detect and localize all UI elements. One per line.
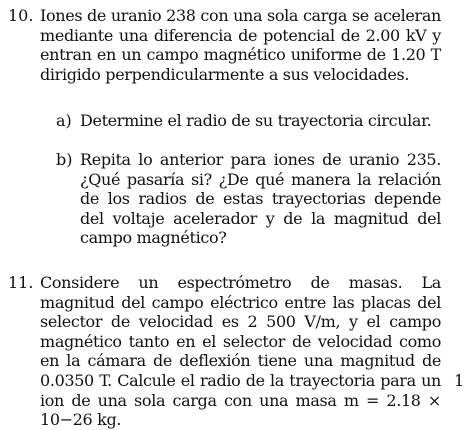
part-label: a): [56, 111, 72, 130]
part-text: Repita lo anterior para iones de uranio 235. ¿Qué pasaría si? ¿De qué manera la relación de los radios de estas trayectorias depende del voltaje acelerador y de la magnitud del campo magnético?: [80, 150, 441, 248]
problem-text: Iones de uranio 238 con una sola carga se aceleran mediante una diferencia de potencial de 2.00 kV y entran en un campo magnético uniforme de 1.20 T dirigido perpendicularmente a sus velocidades.: [40, 6, 441, 84]
problem-number: 10.: [8, 6, 34, 25]
problem-text: Considere un espectrómetro de masas. La magnitud del campo eléctrico entre las placas del selector de velocidad es 2 500 V/m, y el campo magnético tanto en el selector de velocidad como en la cámara de deflexión tiene una magnitud de 0.0350 T. Calcule el radio de la trayectoria para un ion de una sola carga con una masa m = 2.18 × 10−26 kg.: [40, 273, 441, 430]
problem-number: 11.: [8, 273, 34, 292]
part-text: Determine el radio de su trayectoria circular.: [80, 111, 432, 130]
page-edge-mark: 1: [454, 371, 464, 390]
part-label: b): [56, 150, 73, 169]
